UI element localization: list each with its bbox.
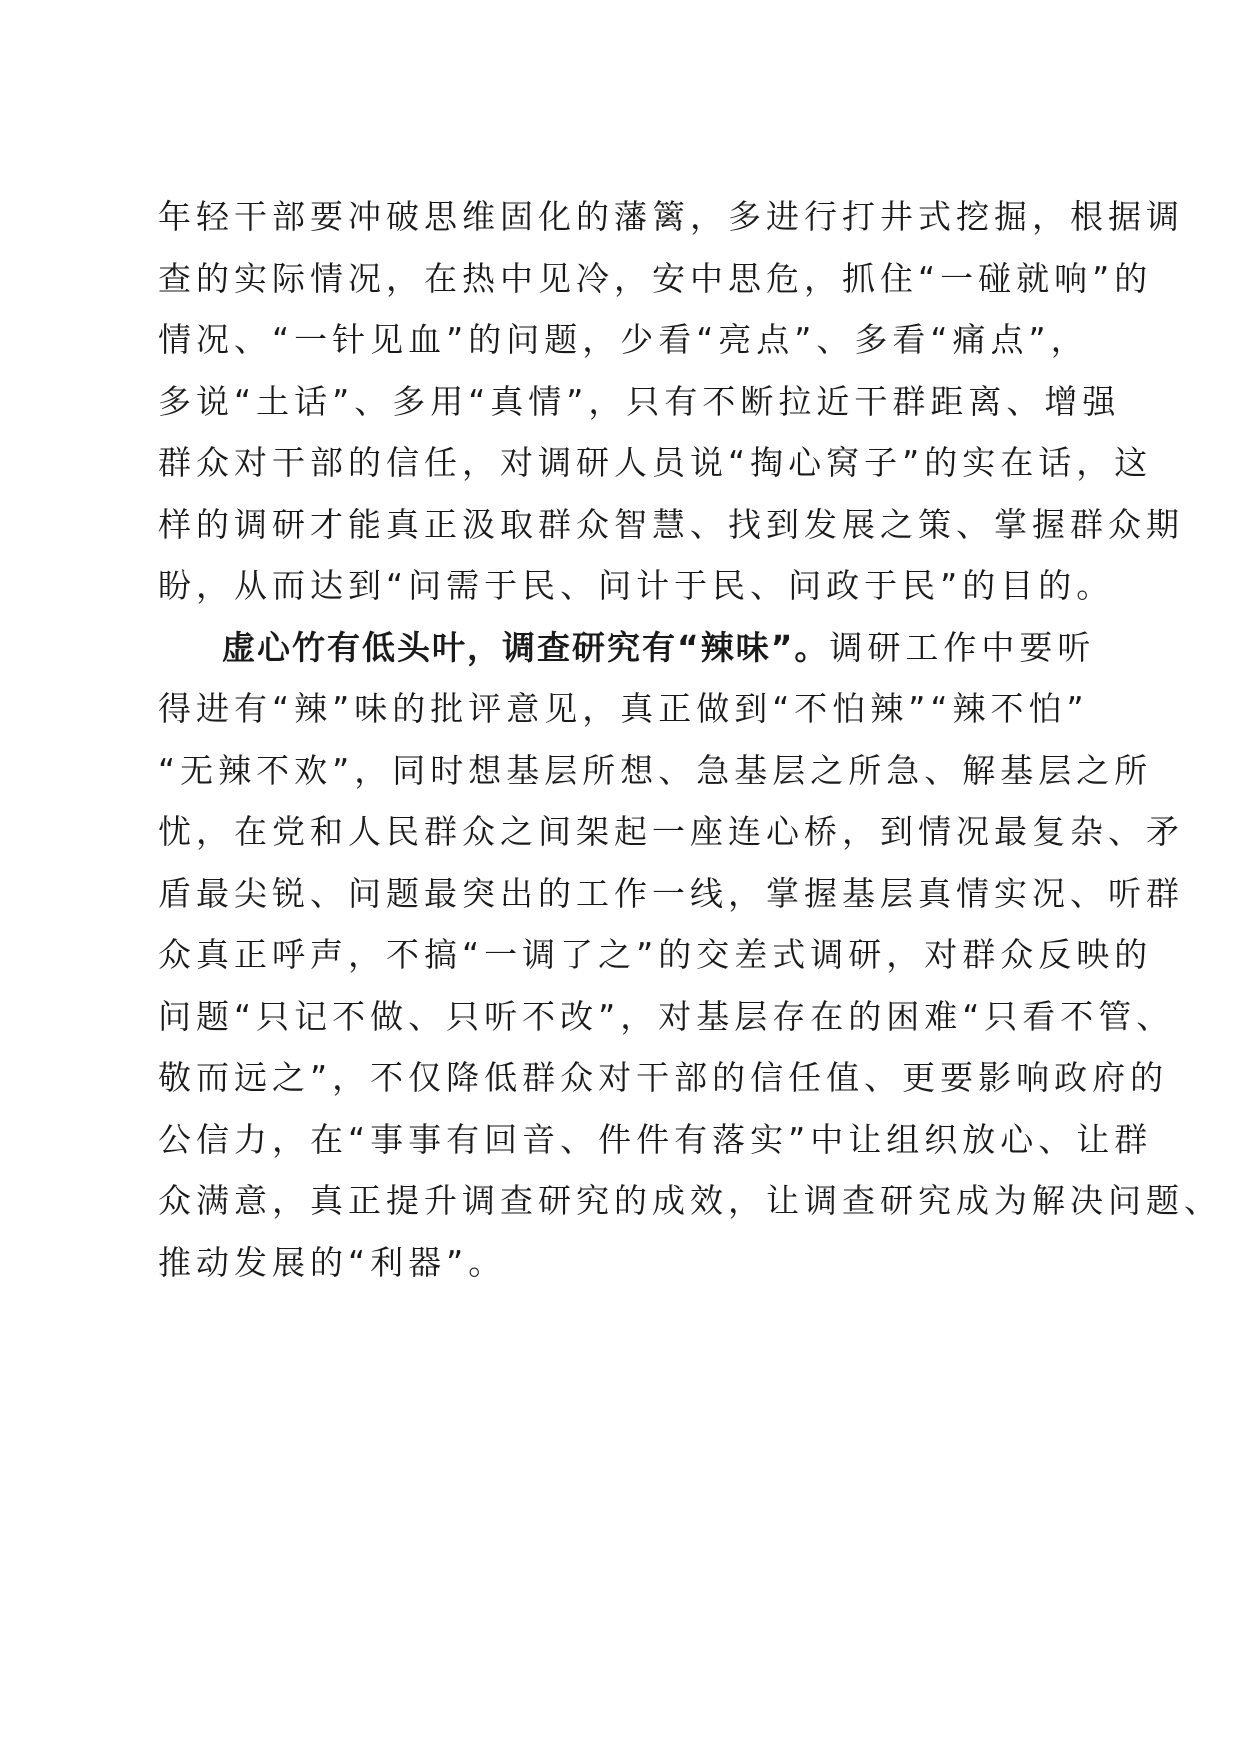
text-line: 公信力，在“事事有回音、件件有落实”中让组织放心、让群	[158, 1119, 1153, 1159]
paragraph-first-line	[158, 617, 1098, 679]
text-line: 盾最尖锐、问题最突出的工作一线，掌握基层真情实况、听群	[158, 873, 1184, 913]
text-line: 查的实际情况，在热中见冷，安中思危，抓住“一碰就响”的	[158, 258, 1153, 298]
text-line: 问题“只记不做、只听不改”，对基层存在的困难“只看不管、	[158, 996, 1175, 1036]
text-line: 多说“土话”、多用“真情”，只有不断拉近干群距离、增强	[158, 381, 1121, 421]
paragraph-heading: 虚心竹有低头叶，调查研究有“辣味”。	[222, 627, 830, 667]
paragraph-2	[158, 617, 1222, 1294]
text-line: 众真正呼声，不搞“一调了之”的交差式调研，对群众反映的	[158, 935, 1153, 974]
document-body	[158, 186, 1222, 1293]
text-line: 年轻干部要冲破思维固化的藩篱，多进行打井式挖掘，根据调	[158, 197, 1184, 236]
paragraph-1	[158, 186, 1184, 617]
heading-continuation: 调研工作中要听	[829, 627, 1096, 667]
text-line: 忧，在党和人民群众之间架起一座连心桥，到情况最复杂、矛	[158, 812, 1184, 851]
text-line: 推动发展的“利器”。	[158, 1242, 507, 1282]
text-line: 众满意，真正提升调查研究的成效，让调查研究成为解决问题、	[158, 1181, 1222, 1220]
text-line: “无辣不欢”，同时想基层所想、急基层之所急、解基层之所	[158, 750, 1153, 790]
text-line: 得进有“辣”味的批评意见，真正做到“不怕辣”“辣不怕”	[158, 689, 1089, 728]
text-line: 盼，从而达到“问需于民、问计于民、问政于民”的目的。	[158, 566, 1115, 605]
text-line: 情况、“一针见血”的问题，少看“亮点”、多看“痛点”，	[158, 320, 1089, 359]
text-line: 群众对干部的信任，对调研人员说“掏心窝子”的实在话，这	[158, 443, 1153, 482]
text-line: 敬而远之”，不仅降低群众对干部的信任值、更要影响政府的	[158, 1058, 1169, 1097]
text-line: 样的调研才能真正汲取群众智慧、找到发展之策、掌握群众期	[158, 504, 1184, 544]
